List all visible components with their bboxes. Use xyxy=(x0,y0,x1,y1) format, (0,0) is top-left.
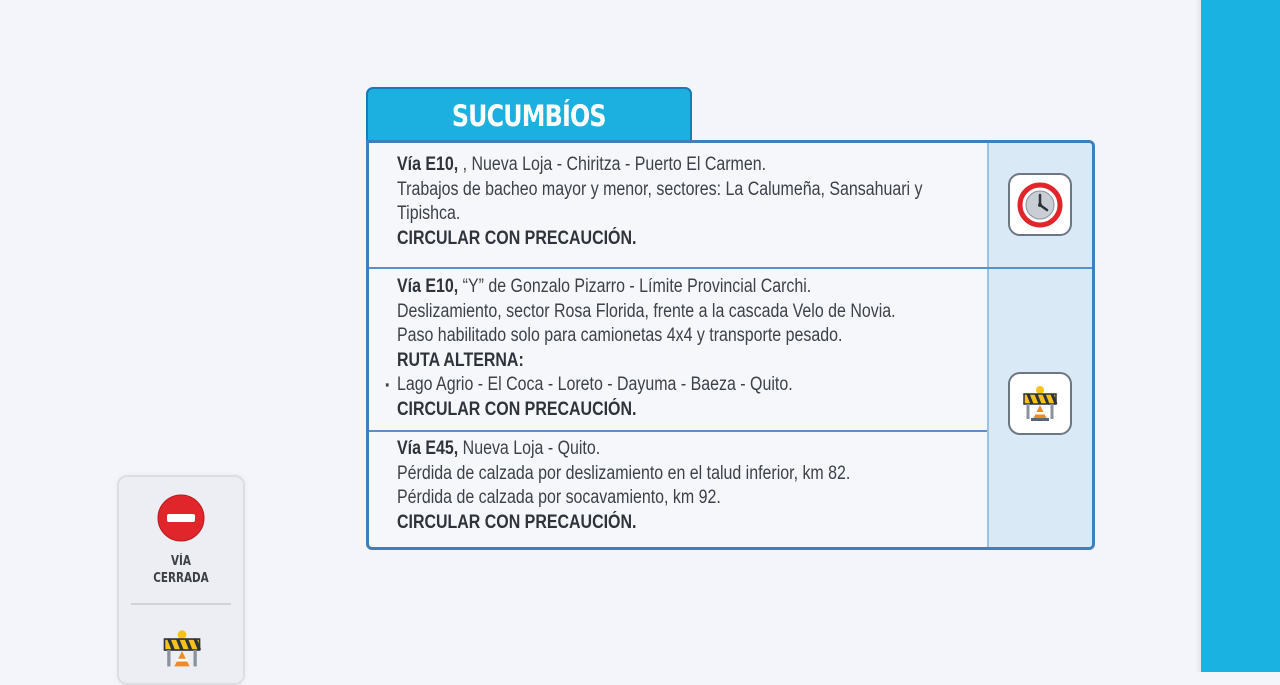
entry-detail: Pérdida de calzada por deslizamiento en el talud inferior, km 82. xyxy=(397,462,851,484)
alternate-route-item: ▪ Lago Agrio - El Coca - Loreto - Dayuma - Baeza - Quito. xyxy=(397,373,893,398)
caution-note: CIRCULAR CON PRECAUCIÓN. xyxy=(397,398,637,420)
caution-note: CIRCULAR CON PRECAUCIÓN. xyxy=(397,227,637,249)
entry-heading xyxy=(397,437,893,462)
no-entry-icon xyxy=(157,494,205,547)
roadwork-barrier-icon xyxy=(1008,372,1072,435)
entry-detail: Paso habilitado solo para camionetas 4x4 y transporte pesado. xyxy=(397,325,843,346)
legend-panel xyxy=(117,475,245,685)
legend-label: VÍA xyxy=(171,554,191,569)
legend-divider xyxy=(131,603,231,605)
road-entry xyxy=(369,153,987,251)
roadwork-barrier-icon xyxy=(159,627,205,678)
right-accent-band xyxy=(1201,0,1280,672)
region-header-tab xyxy=(366,87,692,142)
road-code: Vía E10, xyxy=(397,154,459,175)
road-entry xyxy=(369,437,987,535)
road-route: Nueva Loja - Quito. xyxy=(458,438,601,459)
road-route: , Nueva Loja - Chiritza - Puerto El Carmen. xyxy=(458,154,767,175)
road-code: Vía E45, xyxy=(397,438,459,459)
road-route: “Y” de Gonzalo Pizarro - Límite Provincial Carchi. xyxy=(458,276,812,297)
entry-heading xyxy=(397,153,893,178)
entry-heading xyxy=(397,275,893,300)
alternate-route-heading: RUTA ALTERNA: xyxy=(397,349,524,371)
region-title: SUCUMBÍOS xyxy=(452,98,606,133)
road-entry xyxy=(369,275,987,422)
entry-detail: Deslizamiento, sector Rosa Florida, frente a la cascada Velo de Novia. xyxy=(397,300,896,322)
clock-icon xyxy=(1008,173,1072,236)
row-divider xyxy=(369,430,987,432)
road-status-panel xyxy=(366,140,1095,550)
road-code: Vía E10, xyxy=(397,276,459,297)
entry-detail: Tipishca. xyxy=(397,203,461,224)
entry-detail: Trabajos de bacheo mayor y menor, sectores: La Calumeña, Sansahuari y xyxy=(397,178,923,200)
legend-label: CERRADA xyxy=(153,571,209,586)
row-divider xyxy=(369,267,1095,269)
caution-note: CIRCULAR CON PRECAUCIÓN. xyxy=(397,511,637,533)
entry-detail: Pérdida de calzada por socavamiento, km 92. xyxy=(397,487,721,508)
